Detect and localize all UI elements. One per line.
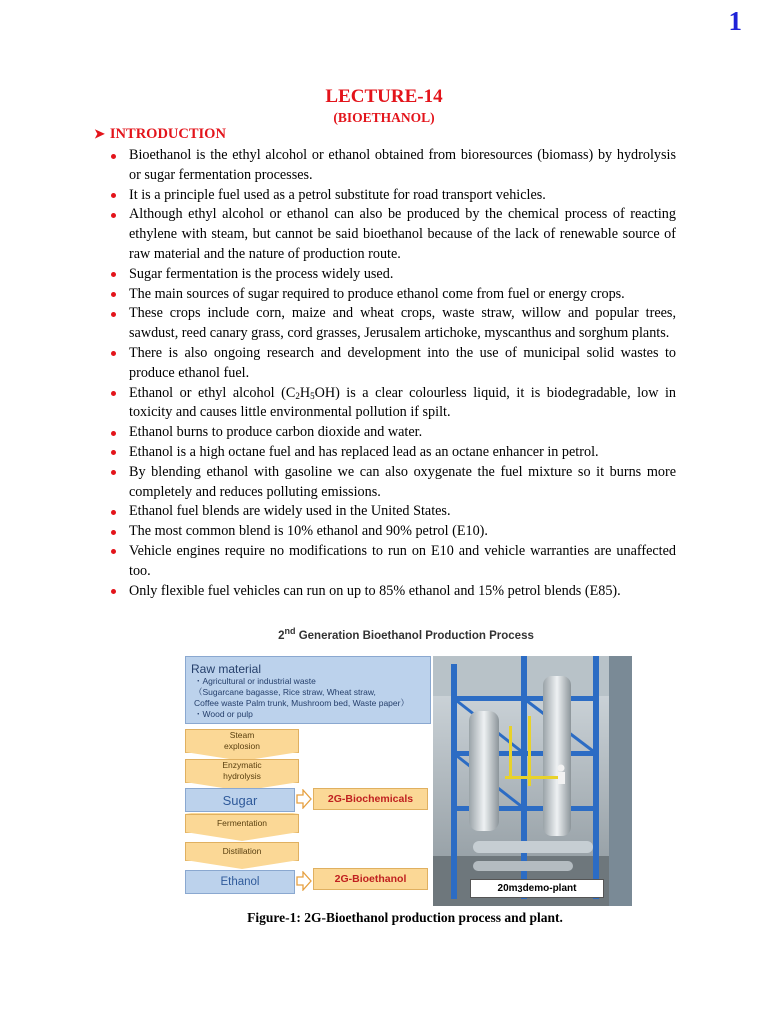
lecture-title: LECTURE-14 xyxy=(325,86,443,107)
list-item: The main sources of sugar required to produce ethanol come from fuel or energy crops. xyxy=(108,285,676,305)
raw-material-box xyxy=(185,656,431,724)
figure-title-text: Generation Bioethanol Production Process xyxy=(295,630,534,642)
list-item: Vehicle engines require no modifications to run on E10 and vehicle warranties are unaffected too. xyxy=(108,542,676,582)
step-enzymatic-hydrolysis: Enzymatic hydrolysis xyxy=(185,759,299,783)
step-distillation: Distillation xyxy=(185,842,299,861)
demo-plant-label-text: 20m xyxy=(497,883,518,894)
list-item: There is also ongoing research and development into the use of municipal solid wastes to produce ethanol fuel. xyxy=(108,344,676,384)
down-arrow-icon xyxy=(185,860,299,869)
raw-material-line: （Sugarcane bagasse, Rice straw, Wheat straw, xyxy=(194,687,376,697)
formula-subscript: 5 xyxy=(310,390,315,401)
list-item: Sugar fermentation is the process widely used. xyxy=(108,265,676,285)
list-item: By blending ethanol with gasoline we can also oxygenate the fuel mixture so it burns more completely and reduces polluting emissions. xyxy=(108,463,676,503)
list-item: These crops include corn, maize and wheat crops, waste straw, willow and popular trees, sawdust, reed canary grass, cord grasses, Jerusalem artichoke, myscanthus and sorghum plants. xyxy=(108,304,676,344)
list-item: Ethanol fuel blends are widely used in the United States. xyxy=(108,502,676,522)
down-arrow-icon xyxy=(185,832,299,841)
stage-ethanol: Ethanol xyxy=(185,870,295,894)
right-arrow-icon xyxy=(296,871,312,891)
raw-material-lines xyxy=(194,676,409,720)
figure-caption: Figure-1: 2G-Bioethanol production process and plant. xyxy=(247,910,563,925)
arrow-bullet-icon: ➤ xyxy=(94,126,105,141)
list-item: Bioethanol is the ethyl alcohol or ethanol obtained from bioresources (biomass) by hydrolysis or sugar fermentation processes. xyxy=(108,146,676,186)
step-steam-explosion: Steam explosion xyxy=(185,729,299,753)
raw-material-line: ・Wood or pulp xyxy=(194,709,253,719)
list-item: Ethanol is a high octane fuel and has replaced lead as an octane enhancer in petrol. xyxy=(108,443,676,463)
page-number: 1 xyxy=(728,6,742,36)
section-heading-text: INTRODUCTION xyxy=(109,126,226,142)
list-item: Ethanol burns to produce carbon dioxide and water. xyxy=(108,423,676,443)
list-item: It is a principle fuel used as a petrol substitute for road transport vehicles. xyxy=(108,186,676,206)
raw-material-title: Raw material xyxy=(191,662,262,676)
stage-sugar: Sugar xyxy=(185,788,295,812)
formula-subscript: 2 xyxy=(295,390,300,401)
bullet-list xyxy=(108,146,676,601)
raw-material-line: ・Agricultural or industrial waste xyxy=(194,676,316,686)
formula-text: OH) is a clear colourless liquid, it is biodegradable, low in toxicity and causes little environmental pollution if spilt. xyxy=(129,384,676,421)
raw-material-line: Coffee waste Palm trunk, Mushroom bed, Waste paper） xyxy=(194,698,409,708)
figure-title-text: 2 xyxy=(278,630,285,642)
demo-plant-label: 20m 3 demo-plant xyxy=(470,879,604,898)
step-fermentation: Fermentation xyxy=(185,814,299,833)
product-biochemicals: 2G-Biochemicals xyxy=(313,788,428,810)
figure xyxy=(180,628,632,910)
demo-plant-photo xyxy=(433,656,632,906)
figure-title xyxy=(180,626,632,642)
formula-text: Ethanol or ethyl alcohol (C xyxy=(129,384,296,401)
formula-text: H xyxy=(299,384,311,401)
figure-title-sup: nd xyxy=(284,626,296,636)
list-item: Although ethyl alcohol or ethanol can also be produced by the chemical process of reacting ethylene with steam, but cannot be said bioethanol because of the lack of renewable source of raw material and the nature of production route. xyxy=(108,205,676,264)
list-item xyxy=(108,384,676,424)
section-heading xyxy=(94,126,226,143)
list-item: The most common blend is 10% ethanol and 90% petrol (E10). xyxy=(108,522,676,542)
product-bioethanol: 2G-Bioethanol xyxy=(313,868,428,890)
right-arrow-icon xyxy=(296,789,312,809)
lecture-subtitle: (BIOETHANOL) xyxy=(333,110,435,125)
demo-plant-label-text: demo-plant xyxy=(522,883,577,894)
list-item: Only flexible fuel vehicles can run on up to 85% ethanol and 15% petrol blends (E85). xyxy=(108,582,676,602)
